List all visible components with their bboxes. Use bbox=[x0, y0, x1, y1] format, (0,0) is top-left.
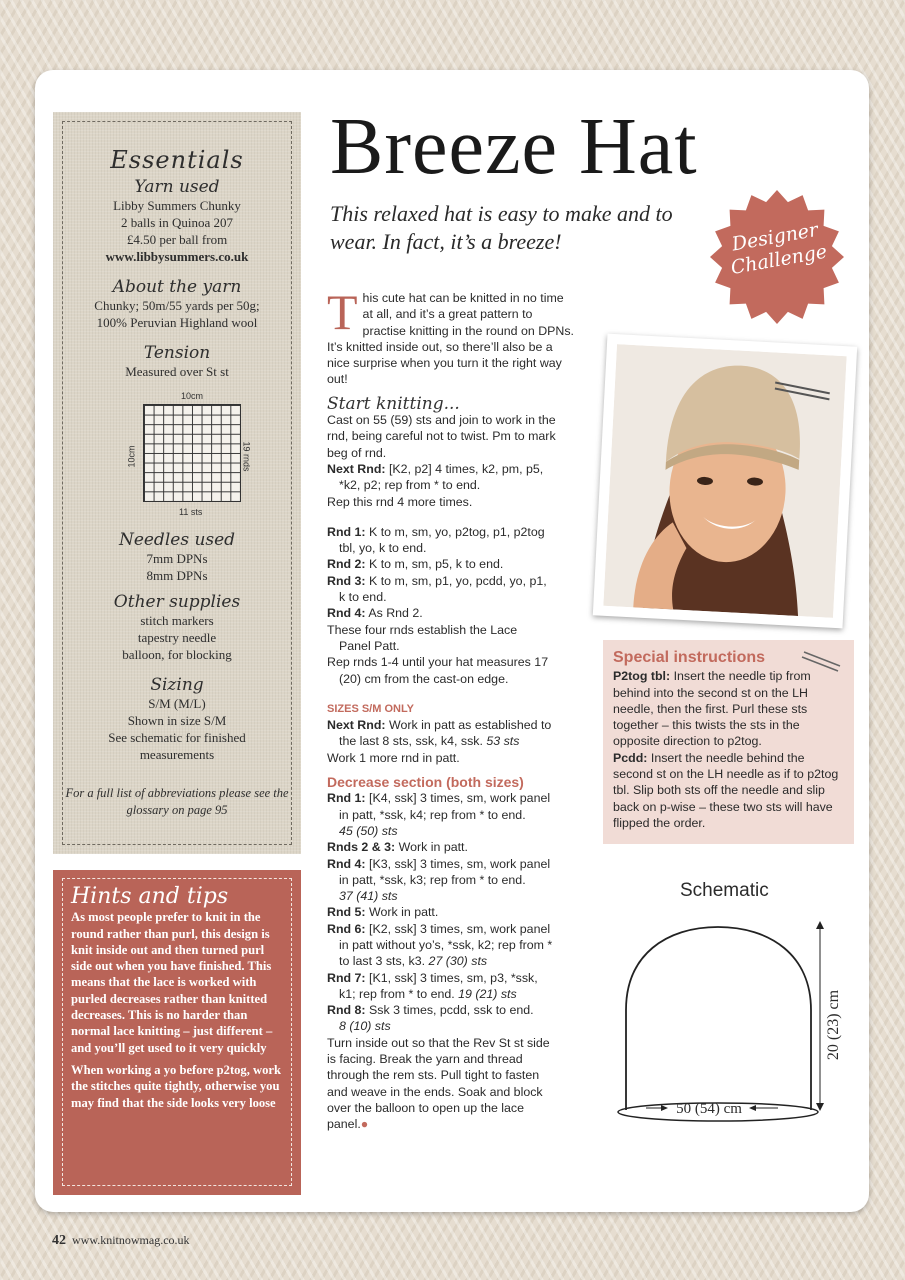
dec-rnd-2-3: Rnds 2 & 3: Work in patt. bbox=[327, 840, 468, 855]
tension-heading: Tension bbox=[143, 343, 211, 363]
yarn-heading: Yarn used bbox=[134, 177, 220, 197]
sizing-line: S/M (M/L) bbox=[148, 696, 206, 711]
page-title: Breeze Hat bbox=[330, 103, 698, 191]
yarn-line: Libby Summers Chunky bbox=[113, 198, 241, 213]
about-line: Chunky; 50m/55 yards per 50g; bbox=[94, 298, 260, 313]
tension-line: Measured over St st bbox=[125, 364, 229, 379]
rnd-3-cont: k to end. bbox=[339, 590, 387, 605]
page-number: 42 bbox=[52, 1233, 66, 1248]
grid-bottom-label: 11 sts bbox=[179, 507, 203, 517]
abbreviations-note: For a full list of abbreviations please see the glossary on page 95 bbox=[65, 786, 289, 817]
dec-rnd-4: Rnd 4: [K3, ssk] 3 times, sm, work panel bbox=[327, 856, 551, 871]
special-instructions-panel bbox=[603, 640, 854, 844]
dec-rnd-4-cont: in patt, *ssk, k3; rep from * to end. bbox=[339, 872, 526, 887]
designer-challenge-badge bbox=[708, 188, 846, 326]
other-supplies-heading: Other supplies bbox=[113, 592, 241, 612]
yarn-ball-icon: ● bbox=[360, 1117, 369, 1132]
about-heading: About the yarn bbox=[112, 277, 242, 297]
footer-url: www.knitnowmag.co.uk bbox=[72, 1233, 190, 1247]
hints-title: Hints and tips bbox=[71, 884, 229, 909]
sizes-work: Work 1 more rnd in patt. bbox=[327, 750, 460, 765]
model-wearing-hat-image bbox=[603, 344, 846, 618]
supplies-line: balloon, for blocking bbox=[122, 647, 232, 662]
dec-rnd-1-cont: in patt, *ssk, k4; rep from * to end. bbox=[339, 807, 526, 822]
subtitle: This relaxed hat is easy to make and to wear. In fact, it’s a breeze! bbox=[330, 201, 673, 254]
rnd-2: Rnd 2: K to m, sm, p5, k to end. bbox=[327, 557, 504, 572]
hints-border bbox=[62, 878, 292, 1186]
knitting-needles-icon bbox=[800, 648, 844, 672]
next-rnd-cont: *k2, p2; rep from * to end. bbox=[339, 478, 481, 493]
supplies-line: stitch markers bbox=[140, 613, 214, 628]
rnd-4: Rnd 4: As Rnd 2. bbox=[327, 606, 423, 621]
dec-rnd-1: Rnd 1: [K4, ssk] 3 times, sm, work panel bbox=[327, 791, 551, 806]
supplies-line: tapestry needle bbox=[137, 630, 217, 645]
rep-line: Rep rnds 1-4 until your hat measures 17 bbox=[327, 655, 549, 670]
dec-rnd-8: Rnd 8: Ssk 3 times, pcdd, ssk to end. bbox=[327, 1003, 534, 1018]
schematic-title: Schematic bbox=[680, 880, 769, 901]
establish-cont: Panel Patt. bbox=[339, 638, 400, 653]
rnd-1-cont: tbl, yo, k to end. bbox=[339, 541, 427, 556]
pattern-body bbox=[327, 284, 577, 1133]
sizes-heading: SIZES S/M ONLY bbox=[327, 702, 415, 715]
decrease-heading: Decrease section (both sizes) bbox=[327, 774, 524, 791]
pcdd-instruction: Pcdd: Insert the needle behind the second st on the LH needle as if to p2tog tbl. Slip both sts off the needle and slip back on p-wise – these two sts will have flipped the order. bbox=[613, 750, 839, 830]
hint-paragraph: As most people prefer to knit in the round rather than purl, this design is knit inside out and then turned purl side out when you have finished. This means that the lace is worked with purled decreases rather than knitted decreases. This is no harder than normal lace knitting – just different – and you’ll get used to it very quickly bbox=[71, 910, 273, 1055]
dec-rnd-6-cont2: to last 3 sts, k3. 27 (30) sts bbox=[339, 954, 488, 969]
page-footer bbox=[52, 1233, 190, 1249]
model-photo bbox=[593, 334, 857, 629]
hints-panel bbox=[53, 870, 301, 1195]
rnd-1: Rnd 1: K to m, sm, yo, p2tog, p1, p2tog bbox=[327, 524, 545, 539]
essentials-border bbox=[62, 121, 292, 845]
sizing-line: See schematic for finished bbox=[108, 730, 246, 745]
needles-line: 8mm DPNs bbox=[146, 568, 208, 583]
dec-rnd-4-count: 37 (41) sts bbox=[339, 889, 398, 904]
schematic-width-label: 50 (54) cm bbox=[676, 1101, 742, 1117]
hat-schematic-diagram bbox=[606, 915, 856, 1130]
grid-top-label: 10cm bbox=[181, 391, 204, 401]
sizing-line: Shown in size S/M bbox=[127, 713, 227, 728]
grid-right-label: 19 rnds bbox=[241, 441, 252, 472]
yarn-url: www.libbysummers.co.uk bbox=[105, 249, 249, 264]
about-line: 100% Peruvian Highland wool bbox=[96, 315, 258, 330]
yarn-line: 2 balls in Quinoa 207 bbox=[121, 215, 233, 230]
schematic-height-label: 20 (23) cm bbox=[825, 989, 842, 1061]
establish-line: These four rnds establish the Lace bbox=[327, 622, 518, 637]
essentials-panel bbox=[53, 112, 301, 854]
needles-line: 7mm DPNs bbox=[146, 551, 208, 566]
grid-left-label: 10cm bbox=[126, 445, 137, 468]
cast-on-text: Cast on 55 (59) sts and join to work in the rnd, being careful not to twist. Pm to mark beg of rnd. bbox=[327, 413, 556, 460]
start-knitting-heading: Start knitting... bbox=[327, 393, 460, 414]
dec-rnd-7-cont: k1; rep from * to end. 19 (21) sts bbox=[339, 986, 517, 1001]
sizing-heading: Sizing bbox=[150, 675, 204, 695]
repeat-line: Rep this rnd 4 more times. bbox=[327, 494, 473, 509]
intro-paragraph: This cute hat can be knitted in no time at all, and it’s a great pattern to practise knitting in the round on DPNs. It’s knitted inside out, so there’ll also be a nice surprise when you turn it the right way out! bbox=[327, 284, 574, 387]
special-heading: Special instructions bbox=[613, 649, 766, 666]
needles-heading: Needles used bbox=[118, 530, 236, 550]
tension-grid bbox=[143, 404, 241, 502]
dec-rnd-6: Rnd 6: [K2, ssk] 3 times, sm, work panel bbox=[327, 921, 551, 936]
dec-rnd-1-count: 45 (50) sts bbox=[339, 823, 398, 838]
tension-swatch-diagram bbox=[63, 388, 291, 516]
rep-cont: (20) cm from the cast-on edge. bbox=[339, 671, 509, 686]
dec-rnd-7: Rnd 7: [K1, ssk] 3 times, sm, p3, *ssk, bbox=[327, 970, 538, 985]
hint-paragraph: When working a yo before p2tog, work the stitches quite tightly, otherwise you may find that the side looks very loose bbox=[71, 1062, 282, 1110]
dec-rnd-6-cont: in patt without yo’s, *ssk, k2; rep from * bbox=[339, 937, 553, 952]
dec-rnd-5: Rnd 5: Work in patt. bbox=[327, 905, 439, 920]
sizing-line: measurements bbox=[139, 747, 215, 762]
badge-text: Designer Challenge bbox=[729, 218, 829, 280]
rnd-3: Rnd 3: K to m, sm, p1, yo, pcdd, yo, p1, bbox=[327, 573, 547, 588]
p2tog-tbl-instruction: P2tog tbl: Insert the needle tip from behind into the second st on the LH needle, then the first. Purl these sts together – this twists the sts in the opposite direction to p2tog. bbox=[613, 669, 811, 749]
drop-cap: T bbox=[327, 284, 358, 340]
yarn-line: £4.50 per ball from bbox=[126, 232, 228, 247]
finishing-text: Turn inside out so that the Rev St st side is facing. Break the yarn and thread through the rem sts. Pull tight to fasten and weave in the ends. Soak and block over the balloon to open up the lace panel.● bbox=[327, 1035, 550, 1132]
essentials-title: Essentials bbox=[110, 146, 244, 174]
next-rnd-line: Next Rnd: [K2, p2] 4 times, k2, pm, p5, bbox=[327, 461, 544, 476]
sizes-next-rnd: Next Rnd: Work in patt as established to bbox=[327, 718, 552, 733]
dec-rnd-8-count: 8 (10) sts bbox=[339, 1019, 391, 1034]
sizes-next-cont: the last 8 sts, ssk, k4, ssk. 53 sts bbox=[339, 734, 520, 749]
